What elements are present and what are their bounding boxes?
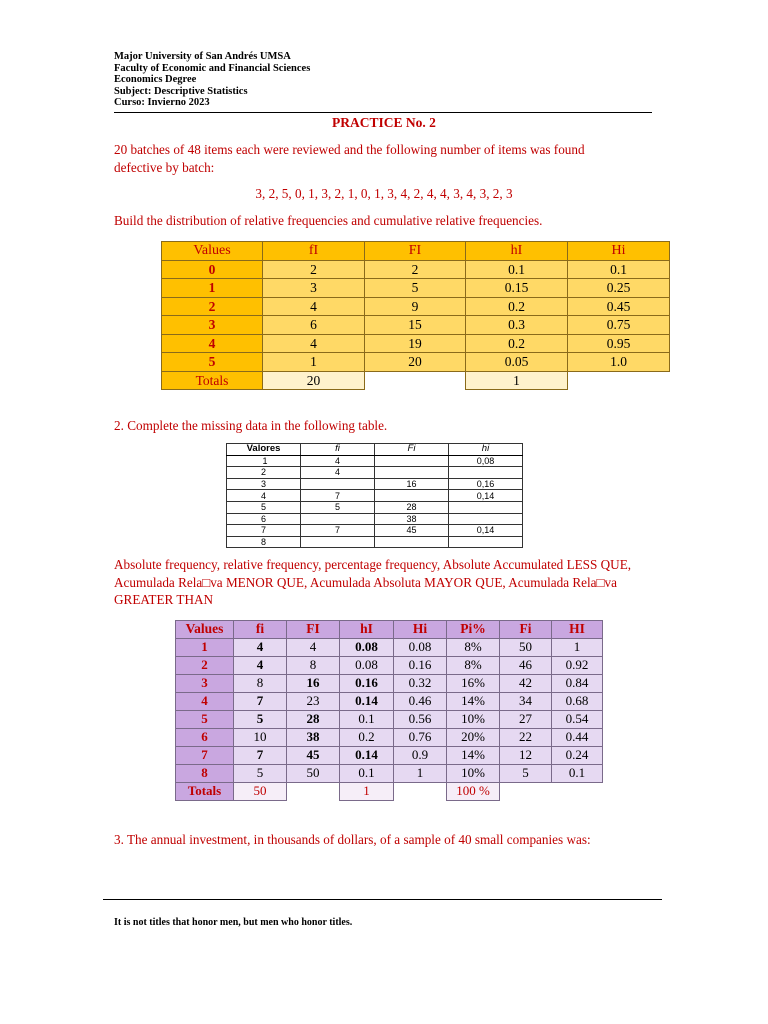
table-row — [162, 279, 670, 298]
table-row — [162, 260, 670, 279]
table2-cell — [449, 467, 523, 479]
table3-cell: 38 — [287, 729, 340, 747]
table3-cell: 7 — [234, 693, 287, 711]
table2-header-cell: fi — [301, 444, 375, 456]
table3-totals-f: 50 — [234, 783, 287, 801]
table3-cell: 8 — [176, 765, 234, 783]
page-title: PRACTICE No. 2 — [332, 115, 436, 130]
table1-totals-label: Totals — [162, 371, 263, 390]
table-row — [176, 765, 603, 783]
table2-cell: 45 — [375, 525, 449, 537]
header-divider — [114, 112, 652, 113]
table1-cell: 20 — [365, 353, 466, 372]
table1-cell: 5 — [162, 353, 263, 372]
table3-cell: 8 — [287, 657, 340, 675]
table3-totals-empty — [552, 783, 603, 801]
table-row — [162, 316, 670, 335]
table3-header-cell: Values — [176, 621, 234, 639]
table3-cell: 0.08 — [394, 639, 447, 657]
table2-cell: 2 — [227, 467, 301, 479]
table2-cell: 1 — [227, 455, 301, 467]
table3-cell: 2 — [176, 657, 234, 675]
table2-cell — [375, 536, 449, 548]
table3-cell: 45 — [287, 747, 340, 765]
table3-cell: 0.1 — [340, 711, 394, 729]
table1-header-values: Values — [162, 242, 263, 261]
table3-cell: 0.92 — [552, 657, 603, 675]
table3-cell: 22 — [500, 729, 552, 747]
table2-cell: 6 — [227, 513, 301, 525]
table1-cell: 1 — [263, 353, 365, 372]
table1-cell: 2 — [162, 297, 263, 316]
table3-cell: 1 — [176, 639, 234, 657]
table1-cell: 6 — [263, 316, 365, 335]
table-row — [162, 353, 670, 372]
table3-totals-empty — [500, 783, 552, 801]
table-row — [227, 525, 523, 537]
table2-cell: 0,16 — [449, 478, 523, 490]
table2-cell: 3 — [227, 478, 301, 490]
table1-cell: 2 — [263, 260, 365, 279]
table2-cell — [375, 455, 449, 467]
table3-cell: 10% — [447, 711, 500, 729]
table3-cell: 0.54 — [552, 711, 603, 729]
table1-cell: 3 — [162, 316, 263, 335]
table3-cell: 0.56 — [394, 711, 447, 729]
table3-cell: 8 — [234, 675, 287, 693]
table3-cell: 0.14 — [340, 747, 394, 765]
table2-cell: 0,08 — [449, 455, 523, 467]
table3-cell: 34 — [500, 693, 552, 711]
table-row — [227, 536, 523, 548]
table3-cell: 0.24 — [552, 747, 603, 765]
table2-cell: 5 — [227, 501, 301, 513]
table3-cell: 42 — [500, 675, 552, 693]
table3-cell: 0.1 — [340, 765, 394, 783]
table2-cell: 7 — [301, 525, 375, 537]
table-row — [162, 297, 670, 316]
table1-cell: 4 — [263, 334, 365, 353]
table3-cell: 0.16 — [394, 657, 447, 675]
table3-cell: 0.68 — [552, 693, 603, 711]
table1-header-f — [263, 242, 365, 261]
table3-cell: 0.76 — [394, 729, 447, 747]
table3-header-cell: hI — [340, 621, 394, 639]
table2-cell: 7 — [301, 490, 375, 502]
table2-cell: 0,14 — [449, 490, 523, 502]
table2-cell: 8 — [227, 536, 301, 548]
table3-cell: 12 — [500, 747, 552, 765]
table3-cell: 7 — [234, 747, 287, 765]
table2-header-cell: hi — [449, 444, 523, 456]
table-row — [176, 657, 603, 675]
table-row — [227, 513, 523, 525]
table3-cell: 0.1 — [552, 765, 603, 783]
table1-cell: 15 — [365, 316, 466, 335]
table3-totals-row — [176, 783, 603, 801]
table1-cell: 1.0 — [568, 353, 670, 372]
table2-header-cell: Valores — [227, 444, 301, 456]
table2-cell: 7 — [227, 525, 301, 537]
table1-header-F-text: FI — [408, 243, 422, 259]
table3-totals-empty — [394, 783, 447, 801]
footer-divider — [103, 899, 662, 900]
table1-cell: 0 — [162, 260, 263, 279]
table3-cell: 0.44 — [552, 729, 603, 747]
footer-quote: It is not titles that honor men, but men who honor titles. — [114, 917, 353, 928]
table3-cell: 5 — [234, 711, 287, 729]
header-course: Curso: Invierno 2023 — [114, 97, 210, 109]
table3-cell: 14% — [447, 747, 500, 765]
table1-header-row — [162, 242, 670, 261]
table-row — [227, 455, 523, 467]
table2-cell: 0,14 — [449, 525, 523, 537]
table3-cell: 5 — [500, 765, 552, 783]
table2-cell — [301, 478, 375, 490]
table2-cell — [301, 536, 375, 548]
table-row — [227, 501, 523, 513]
table1-cell: 0.05 — [466, 353, 568, 372]
table-row — [176, 729, 603, 747]
table3-header-cell: fi — [234, 621, 287, 639]
table3-cell: 23 — [287, 693, 340, 711]
table1-cell: 0.75 — [568, 316, 670, 335]
table3-cell: 0.2 — [340, 729, 394, 747]
table3-cell: 8% — [447, 639, 500, 657]
table1-totals-f: 20 — [263, 371, 365, 390]
table1-cell: 0.2 — [466, 334, 568, 353]
table1-cell: 0.1 — [466, 260, 568, 279]
table3-cell: 0.14 — [340, 693, 394, 711]
table1-totals-row — [162, 371, 670, 390]
table3-cell: 6 — [176, 729, 234, 747]
table3-header-cell: Hi — [394, 621, 447, 639]
table1-header-h — [466, 242, 568, 261]
table3-cell: 10% — [447, 765, 500, 783]
header-university: Major University of San Andrés UMSA — [114, 51, 291, 62]
problem1-sequence: 3, 2, 5, 0, 1, 3, 2, 1, 0, 1, 3, 4, 2, 4, 4, 3, 4, 3, 2, 3 — [255, 186, 513, 201]
table2-header-row — [227, 444, 523, 456]
table1-cell: 4 — [263, 297, 365, 316]
table3-totals-h: 1 — [340, 783, 394, 801]
table3-totals-p: 100 % — [447, 783, 500, 801]
table3-cell: 0.84 — [552, 675, 603, 693]
table2-cell — [375, 490, 449, 502]
table-row — [176, 747, 603, 765]
table3-cell: 5 — [176, 711, 234, 729]
table3-cell: 28 — [287, 711, 340, 729]
frequency-table-1 — [161, 241, 670, 390]
table3-cell: 0.08 — [340, 657, 394, 675]
missing-data-table — [226, 443, 523, 548]
table3-cell: 3 — [176, 675, 234, 693]
table1-cell: 0.2 — [466, 297, 568, 316]
table1-cell: 5 — [365, 279, 466, 298]
table3-cell: 0.16 — [340, 675, 394, 693]
table2-cell — [449, 513, 523, 525]
table1-cell: 0.45 — [568, 297, 670, 316]
document-header — [114, 51, 310, 109]
table1-cell: 1 — [162, 279, 263, 298]
table3-cell: 0.46 — [394, 693, 447, 711]
table1-cell: 9 — [365, 297, 466, 316]
table3-header-cell: Fi — [500, 621, 552, 639]
table3-header-cell: FI — [287, 621, 340, 639]
table1-cell: 0.15 — [466, 279, 568, 298]
table-row — [176, 693, 603, 711]
table1-cell: 3 — [263, 279, 365, 298]
table3-totals-empty — [287, 783, 340, 801]
table3-header-row — [176, 621, 603, 639]
table2-cell: 16 — [375, 478, 449, 490]
table1-cell: 0.95 — [568, 334, 670, 353]
table3-cell: 1 — [552, 639, 603, 657]
header-degree: Economics Degree — [114, 74, 197, 86]
table3-cell: 50 — [500, 639, 552, 657]
table2-header-cell: Fi — [375, 444, 449, 456]
table-row — [162, 334, 670, 353]
table3-cell: 7 — [176, 747, 234, 765]
table2-cell — [301, 513, 375, 525]
table1-header-H-text: Hi — [611, 243, 626, 259]
problem1-instruction: Build the distribution of relative frequencies and cumulative relative frequencies. — [114, 213, 543, 228]
table1-header-H — [568, 242, 670, 261]
table3-cell: 0.08 — [340, 639, 394, 657]
table3-cell: 8% — [447, 657, 500, 675]
table2-cell: 5 — [301, 501, 375, 513]
table3-cell: 10 — [234, 729, 287, 747]
problem3-text: 3. The annual investment, in thousands of dollars, of a sample of 40 small companies was: — [114, 832, 591, 847]
table1-cell: 0.1 — [568, 260, 670, 279]
table3-header-cell: HI — [552, 621, 603, 639]
table1-totals-empty — [568, 371, 670, 390]
table3-cell: 16 — [287, 675, 340, 693]
table1-cell: 4 — [162, 334, 263, 353]
table1-header-h-text: hI — [510, 243, 523, 259]
table1-header-f-text: fI — [308, 243, 319, 259]
table1-totals-h: 1 — [466, 371, 568, 390]
table3-cell: 1 — [394, 765, 447, 783]
table2-cell: 4 — [227, 490, 301, 502]
table2-cell — [449, 536, 523, 548]
table1-cell: 2 — [365, 260, 466, 279]
table-row — [227, 467, 523, 479]
table2-cell — [375, 467, 449, 479]
frequency-table-3 — [175, 620, 603, 801]
table3-header-cell: Pi% — [447, 621, 500, 639]
table1-cell: 0.25 — [568, 279, 670, 298]
table2-cell: 38 — [375, 513, 449, 525]
table1-cell: 0.3 — [466, 316, 568, 335]
table3-cell: 46 — [500, 657, 552, 675]
table3-cell: 0.32 — [394, 675, 447, 693]
table2-cell: 4 — [301, 467, 375, 479]
problem2-text: 2. Complete the missing data in the following table. — [114, 418, 388, 433]
table3-cell: 4 — [176, 693, 234, 711]
frequency-types-text: Absolute frequency, relative frequency, percentage frequency, Absolute Accumulated LESS QUE, Acumulada Rela□va MENOR QUE, Acumulada Absoluta MAYOR QUE, Acumulada Rela□va GREATER THAN — [114, 557, 632, 607]
table3-cell: 14% — [447, 693, 500, 711]
table3-cell: 0.9 — [394, 747, 447, 765]
problem1-text: 20 batches of 48 items each were reviewed and the following number of items was found defective by batch: — [114, 142, 585, 175]
table-row — [176, 639, 603, 657]
header-faculty: Faculty of Economic and Financial Sciences — [114, 62, 311, 74]
table1-header-F — [365, 242, 466, 261]
table3-cell: 27 — [500, 711, 552, 729]
table-row — [227, 490, 523, 502]
table2-cell: 4 — [301, 455, 375, 467]
table3-cell: 4 — [234, 657, 287, 675]
table3-cell: 16% — [447, 675, 500, 693]
table1-totals-empty — [365, 371, 466, 390]
table3-cell: 4 — [234, 639, 287, 657]
table2-cell: 28 — [375, 501, 449, 513]
table3-cell: 4 — [287, 639, 340, 657]
table1-cell: 19 — [365, 334, 466, 353]
header-subject: Subject: Descriptive Statistics — [114, 85, 248, 97]
table2-cell — [449, 501, 523, 513]
table3-totals-label: Totals — [176, 783, 234, 801]
table-row — [227, 478, 523, 490]
table3-cell: 50 — [287, 765, 340, 783]
table-row — [176, 711, 603, 729]
table3-cell: 20% — [447, 729, 500, 747]
table-row — [176, 675, 603, 693]
table3-cell: 5 — [234, 765, 287, 783]
